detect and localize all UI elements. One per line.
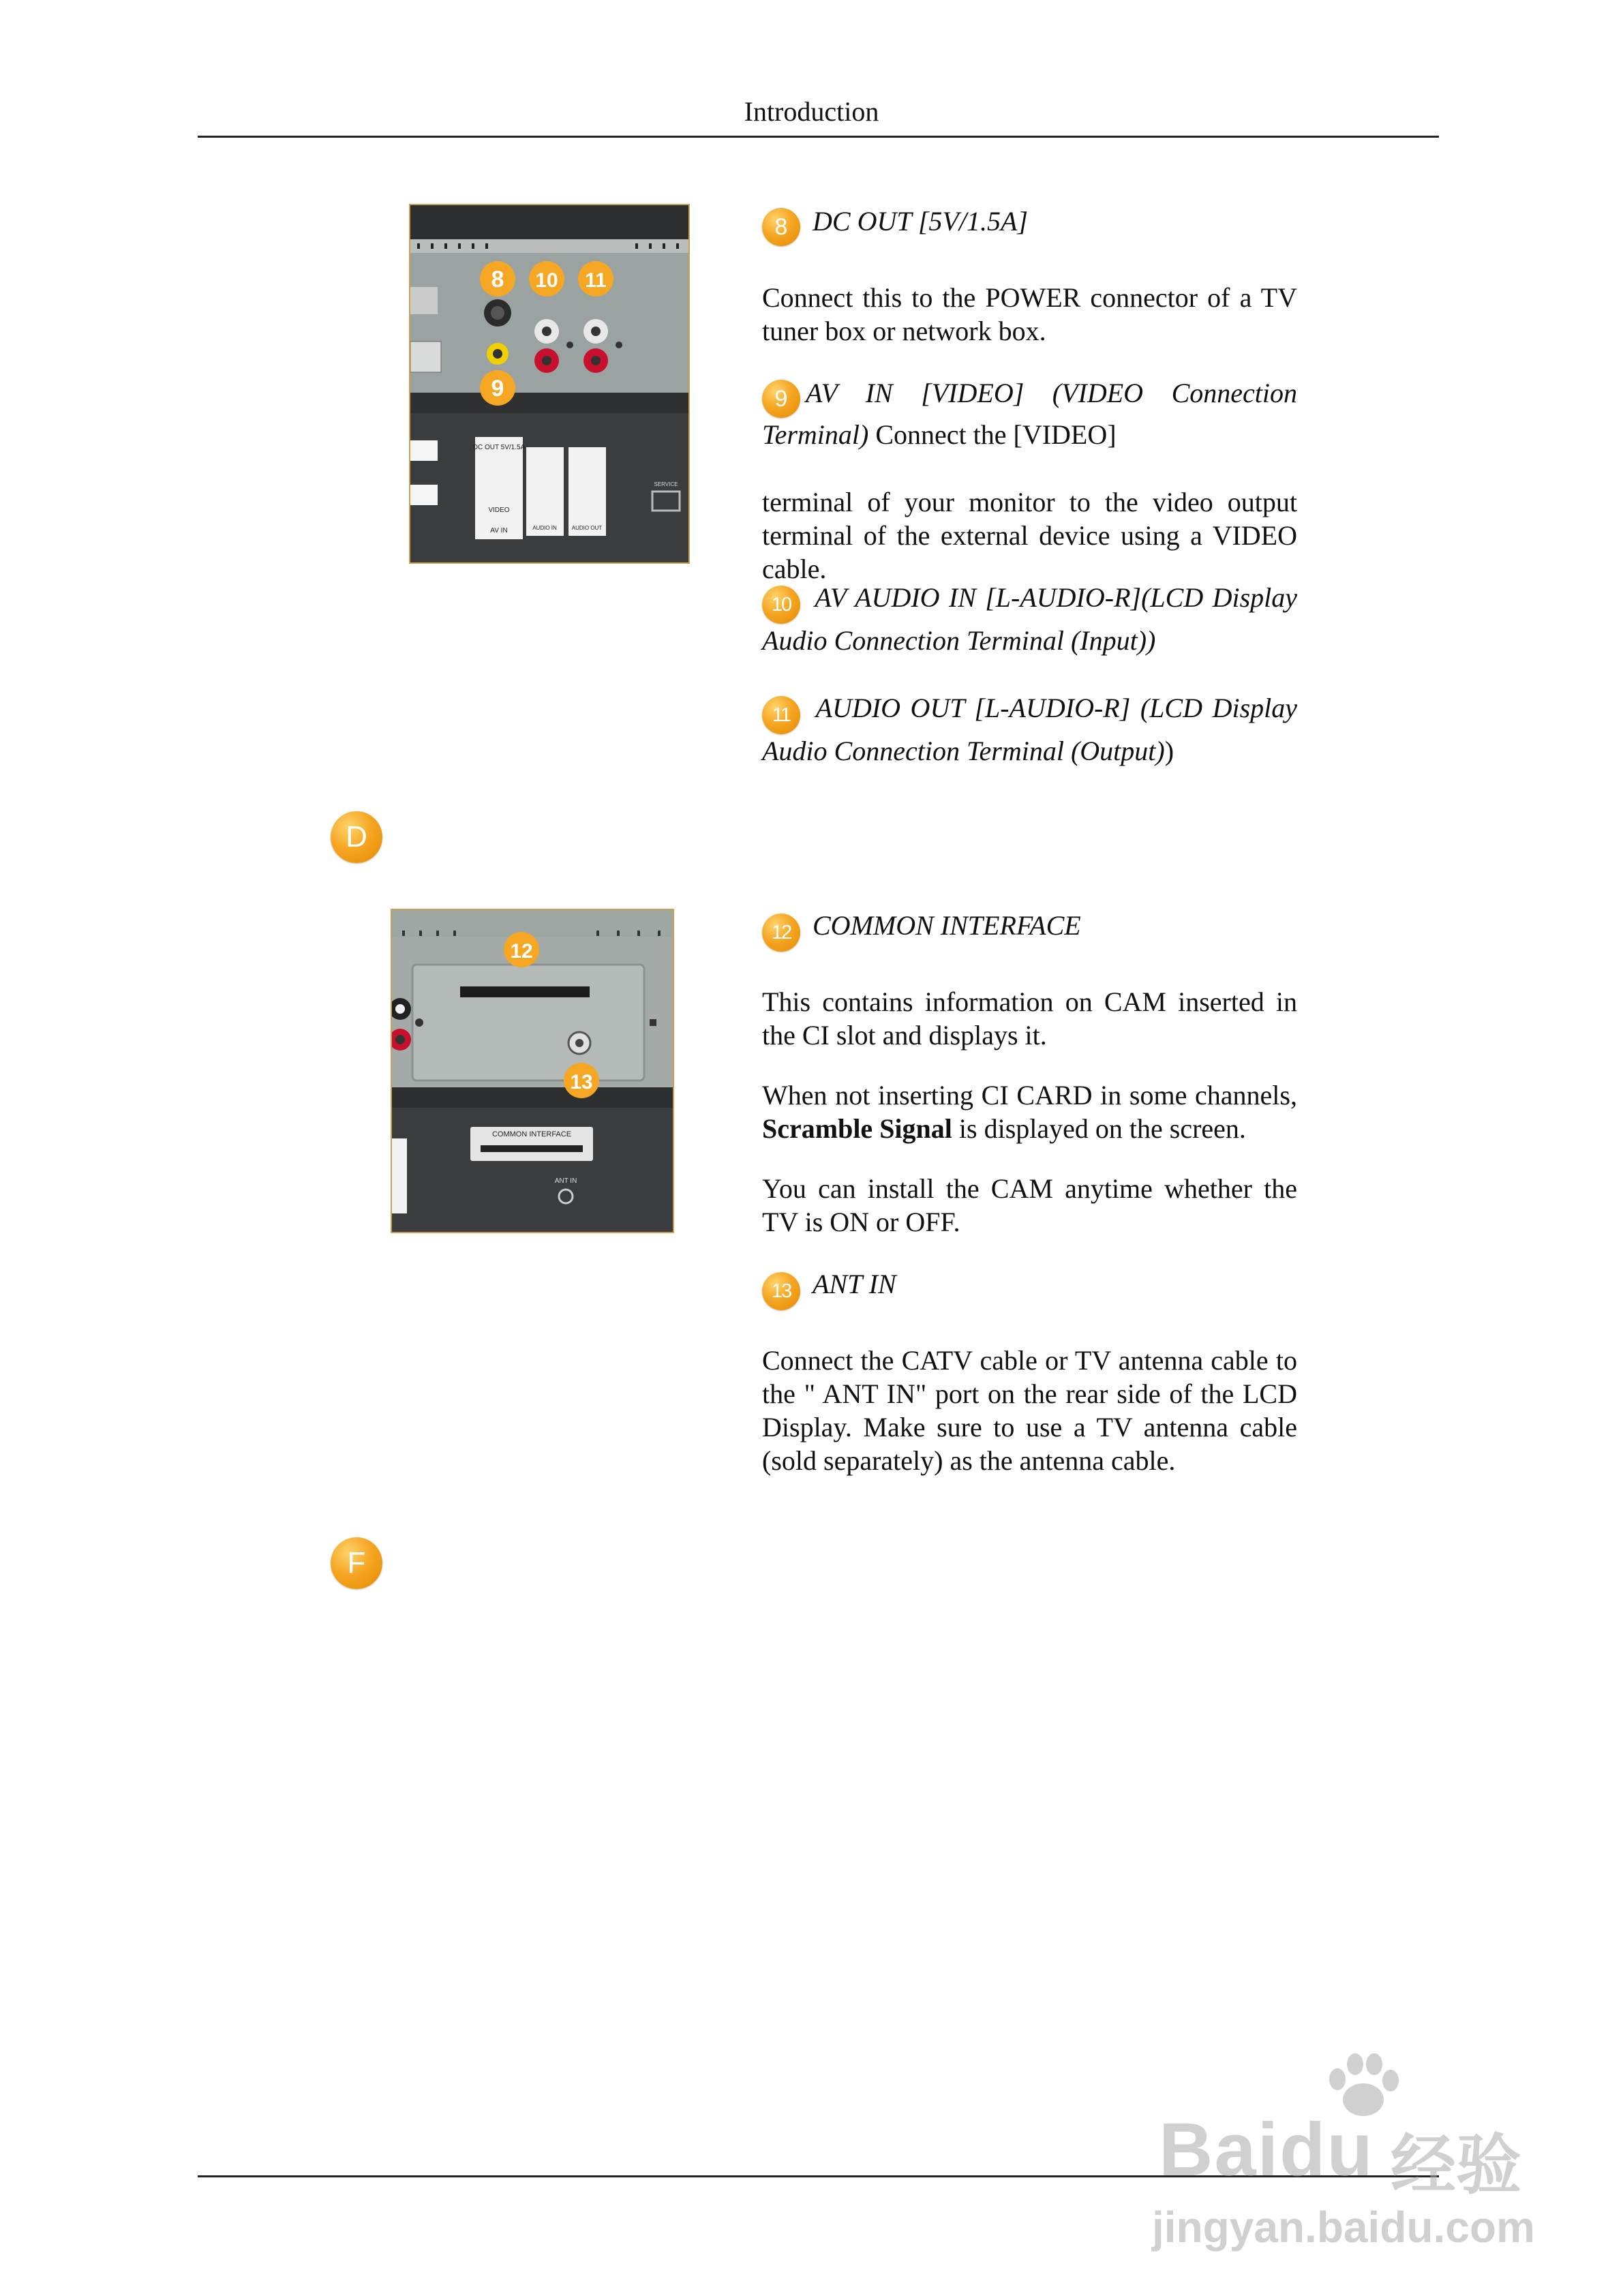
badge-8: 8 xyxy=(762,208,800,246)
item-title: COMMON INTERFACE xyxy=(813,910,1081,941)
item-common-interface-body-1 xyxy=(762,985,1297,1052)
header-rule xyxy=(198,136,1439,138)
label-dc-out: DC OUT 5V/1.5A xyxy=(472,444,526,451)
section-f-badge xyxy=(331,1537,382,1589)
item-common-interface-body-3 xyxy=(762,1172,1297,1239)
item-body: Connect the CATV cable or TV antenna cable to the " ANT IN" port on the rear side of the LCD Display. Make sure to use a TV antenna cable (sold separately) as the antenna cable. xyxy=(762,1345,1297,1476)
scramble-signal-text: Scramble Signal xyxy=(762,1113,952,1144)
item-body: This contains information on CAM inserted in the CI slot and displays it. xyxy=(762,986,1297,1051)
item-av-audio-in xyxy=(762,581,1297,657)
section-d-badge xyxy=(331,811,382,863)
watermark-brand: Baidu xyxy=(1159,2108,1374,2192)
item-av-in-video-body xyxy=(762,485,1297,586)
item-dc-out-body xyxy=(762,281,1297,348)
rear-panel-photo-top xyxy=(409,204,690,564)
rear-panel-illustration-top xyxy=(410,205,688,562)
item-title: AV IN [VIDEO] (VIDEO Connection Terminal) xyxy=(762,378,1297,450)
item-common-interface-body-2 xyxy=(762,1078,1297,1145)
item-title-tail: Connect the [VIDEO] xyxy=(868,419,1117,450)
photo-badge-11: 11 xyxy=(585,269,607,292)
description-column xyxy=(762,205,1297,1568)
label-ant-in: ANT IN xyxy=(554,1177,577,1185)
item-title: DC OUT [5V/1.5A] xyxy=(813,206,1028,237)
item-body: You can install the CAM anytime whether the TV is ON or OFF. xyxy=(762,1173,1297,1237)
photo-badge-9: 9 xyxy=(491,376,504,402)
item-body: Connect this to the POWER connector of a TV tuner box or network box. xyxy=(762,282,1297,346)
item-dc-out xyxy=(762,205,1297,246)
badge-12: 12 xyxy=(762,913,800,952)
page-title: Introduction xyxy=(744,96,879,127)
section-d-label: D xyxy=(331,811,382,863)
photo-badge-8: 8 xyxy=(491,267,504,292)
body-text: is displayed on the screen. xyxy=(952,1113,1246,1144)
item-title: AUDIO OUT [L-AUDIO-R] (LCD Display Audio Connection Terminal (Output) xyxy=(762,693,1297,766)
label-audio-in: AUDIO IN xyxy=(532,525,557,531)
body-text: When not inserting CI CARD in some channels, xyxy=(762,1080,1297,1111)
item-body: terminal of your monitor to the video output terminal of the external device using a VIDEO cable. xyxy=(762,487,1297,584)
photo-badge-10: 10 xyxy=(535,269,558,292)
watermark-cn: 经验 xyxy=(1391,2129,1521,2202)
watermark-url: jingyan.baidu.com xyxy=(1152,2203,1535,2252)
label-common-interface: COMMON INTERFACE xyxy=(491,1130,572,1138)
photo-badge-13: 13 xyxy=(570,1071,593,1093)
rear-panel-photo-bottom xyxy=(391,909,674,1233)
badge-13: 13 xyxy=(762,1272,800,1310)
label-video: VIDEO xyxy=(488,507,510,514)
badge-9: 9 xyxy=(762,380,800,418)
label-av-in: AV IN xyxy=(490,527,508,534)
item-ant-in xyxy=(762,1267,1297,1310)
label-service: SERVICE xyxy=(654,481,678,487)
section-f-label: F xyxy=(331,1537,382,1589)
item-ant-in-body xyxy=(762,1344,1297,1477)
badge-10: 10 xyxy=(762,586,800,624)
badge-11: 11 xyxy=(762,696,800,734)
item-title-tail: ) xyxy=(1164,736,1174,766)
item-title: ANT IN xyxy=(813,1269,896,1299)
label-audio-out: AUDIO OUT xyxy=(571,525,603,531)
baidu-watermark xyxy=(1152,2045,1534,2270)
rear-panel-illustration-bottom xyxy=(392,910,673,1232)
item-common-interface xyxy=(762,909,1297,952)
photo-badge-12: 12 xyxy=(510,940,533,963)
item-title: AV AUDIO IN [L-AUDIO-R](LCD Display Audio Connection Terminal (Input)) xyxy=(762,582,1297,656)
item-body xyxy=(762,1078,1297,1145)
item-av-in-video xyxy=(762,376,1297,451)
item-audio-out xyxy=(762,691,1297,768)
